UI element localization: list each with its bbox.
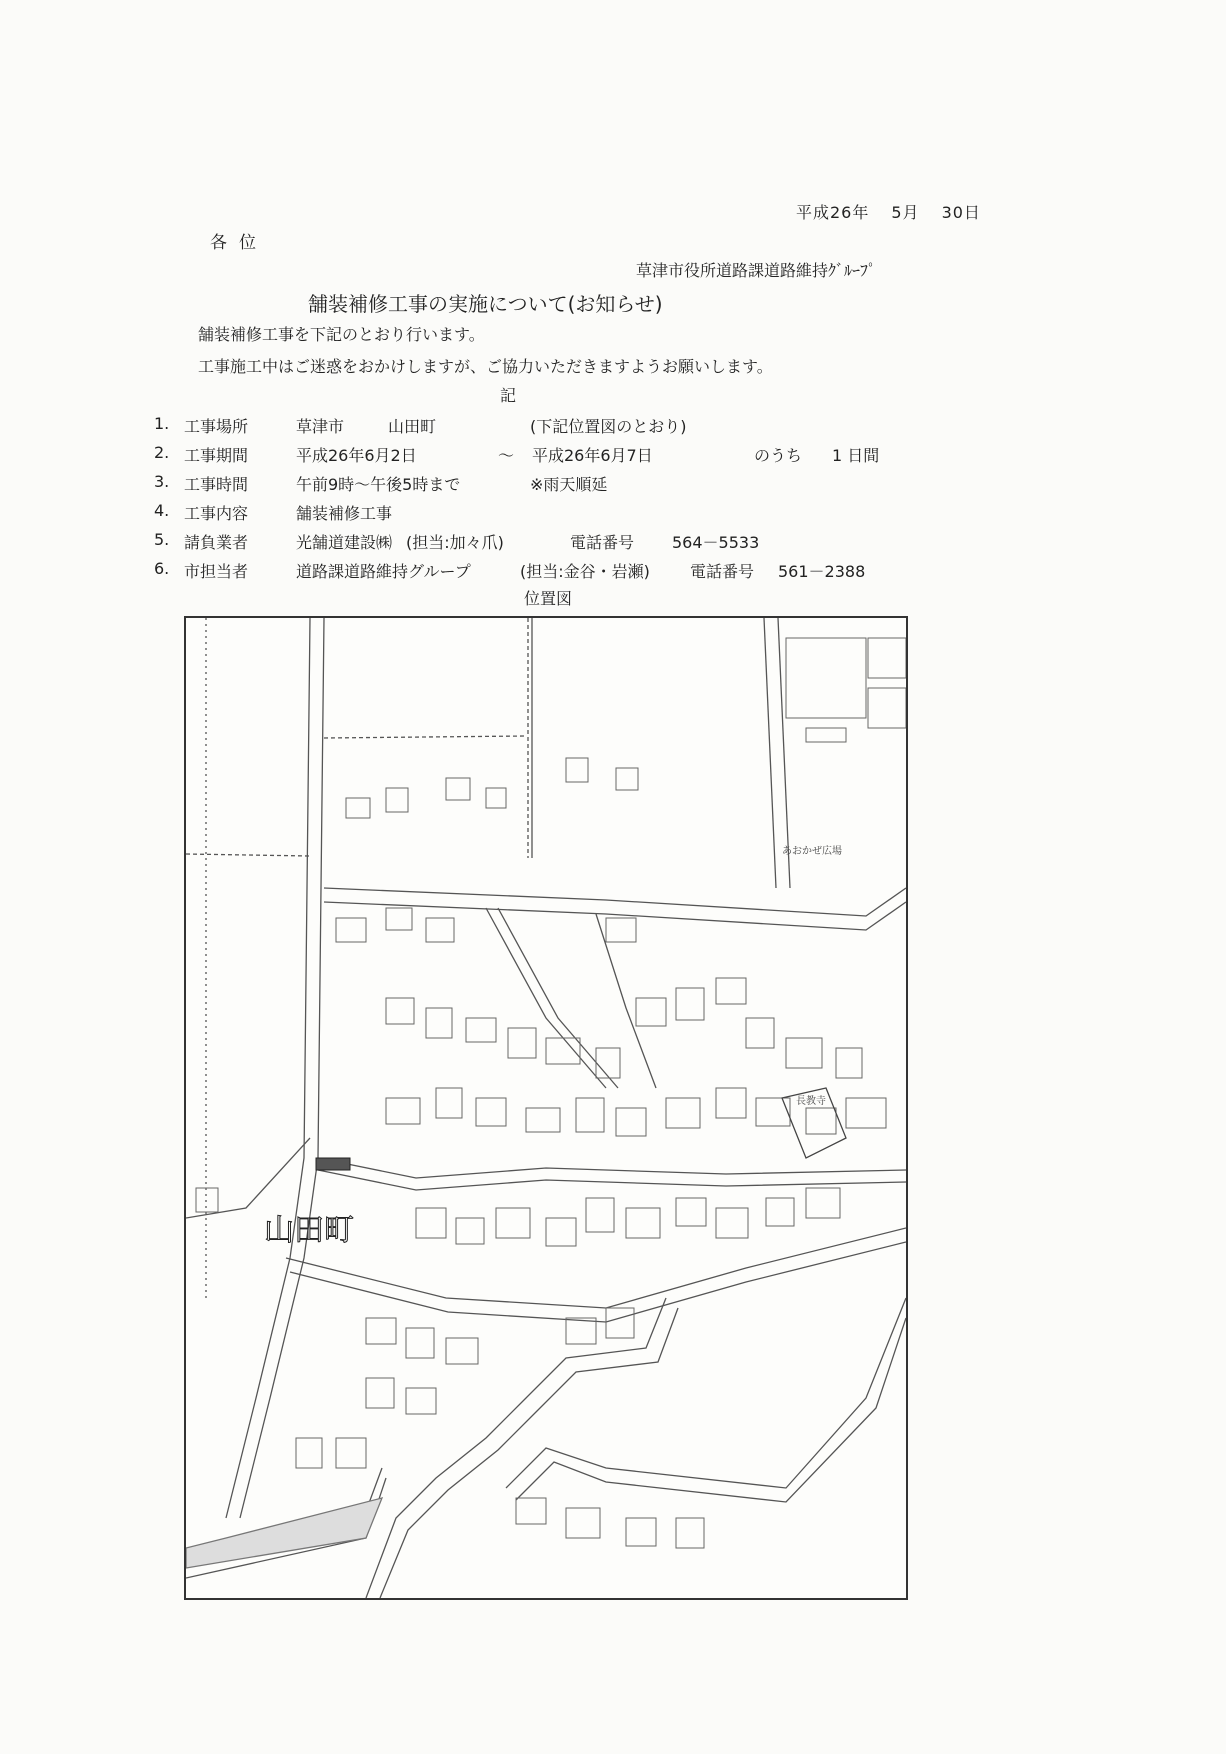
intro-line-2: 工事施工中はご迷惑をおかけしますが、ご協力いただきますようお願いします。 bbox=[198, 357, 773, 376]
phone-label: 電話番号 bbox=[690, 562, 755, 581]
item-city: 草津市 bbox=[296, 417, 345, 436]
item-label: 工事期間 bbox=[184, 446, 249, 465]
rain-note: ※雨天順延 bbox=[530, 475, 608, 494]
period-days: 1 日間 bbox=[832, 446, 880, 465]
work-hours: 午前9時～午後5時まで bbox=[296, 475, 461, 494]
city-contact: (担当:金谷・岩瀬) bbox=[520, 562, 650, 581]
item-label: 請負業者 bbox=[184, 533, 249, 552]
item-label: 工事時間 bbox=[184, 475, 249, 494]
period-tilde: ～ bbox=[498, 446, 515, 465]
city-phone: 561－2388 bbox=[778, 562, 866, 581]
item-label: 市担当者 bbox=[184, 562, 249, 581]
location-map bbox=[184, 616, 908, 1600]
item-city-contact bbox=[154, 559, 914, 581]
item-label: 工事場所 bbox=[184, 417, 249, 436]
work-content: 舗装補修工事 bbox=[296, 504, 393, 523]
item-number: 3. bbox=[154, 472, 170, 491]
item-town: 山田町 bbox=[388, 417, 437, 436]
item-hours bbox=[154, 472, 914, 494]
item-period bbox=[154, 443, 914, 465]
date-era-year: 平成26年 bbox=[796, 203, 870, 222]
item-contractor bbox=[154, 530, 914, 552]
contractor-contact: (担当:加々爪) bbox=[406, 533, 504, 552]
contractor-name: 光舗道建設㈱ bbox=[296, 533, 393, 552]
document-date bbox=[796, 200, 1003, 223]
ki-heading: 記 bbox=[500, 386, 517, 405]
map-drawing bbox=[186, 618, 906, 1598]
item-location-note: (下記位置図のとおり) bbox=[530, 417, 687, 436]
contractor-phone: 564－5533 bbox=[672, 533, 760, 552]
date-day: 30日 bbox=[941, 203, 981, 222]
city-department: 道路課道路維持グループ bbox=[296, 562, 471, 581]
map-caption: 位置図 bbox=[524, 589, 573, 608]
sender: 草津市役所道路課道路維持ｸﾞﾙｰﾌﾟ bbox=[636, 261, 877, 280]
document-title: 舗装補修工事の実施について(お知らせ) bbox=[308, 292, 663, 316]
construction-site-marker bbox=[316, 1158, 350, 1170]
item-content bbox=[154, 501, 914, 523]
phone-label: 電話番号 bbox=[570, 533, 635, 552]
map-plaza-label: あおかぜ広場 bbox=[782, 846, 842, 857]
item-number: 2. bbox=[154, 443, 170, 462]
period-end: 平成26年6月7日 bbox=[532, 446, 653, 465]
item-location bbox=[154, 414, 914, 436]
item-number: 6. bbox=[154, 559, 170, 578]
period-within: のうち bbox=[754, 446, 803, 465]
recipient: 各位 bbox=[210, 233, 268, 253]
item-number: 1. bbox=[154, 414, 170, 433]
item-label: 工事内容 bbox=[184, 504, 249, 523]
intro-line-1: 舗装補修工事を下記のとおり行います。 bbox=[198, 325, 485, 344]
period-start: 平成26年6月2日 bbox=[296, 446, 417, 465]
item-number: 5. bbox=[154, 530, 170, 549]
item-number: 4. bbox=[154, 501, 170, 520]
date-month: 5月 bbox=[891, 203, 920, 222]
map-town-label: 山田町 bbox=[264, 1213, 354, 1248]
map-temple-label: 長教寺 bbox=[796, 1096, 826, 1107]
